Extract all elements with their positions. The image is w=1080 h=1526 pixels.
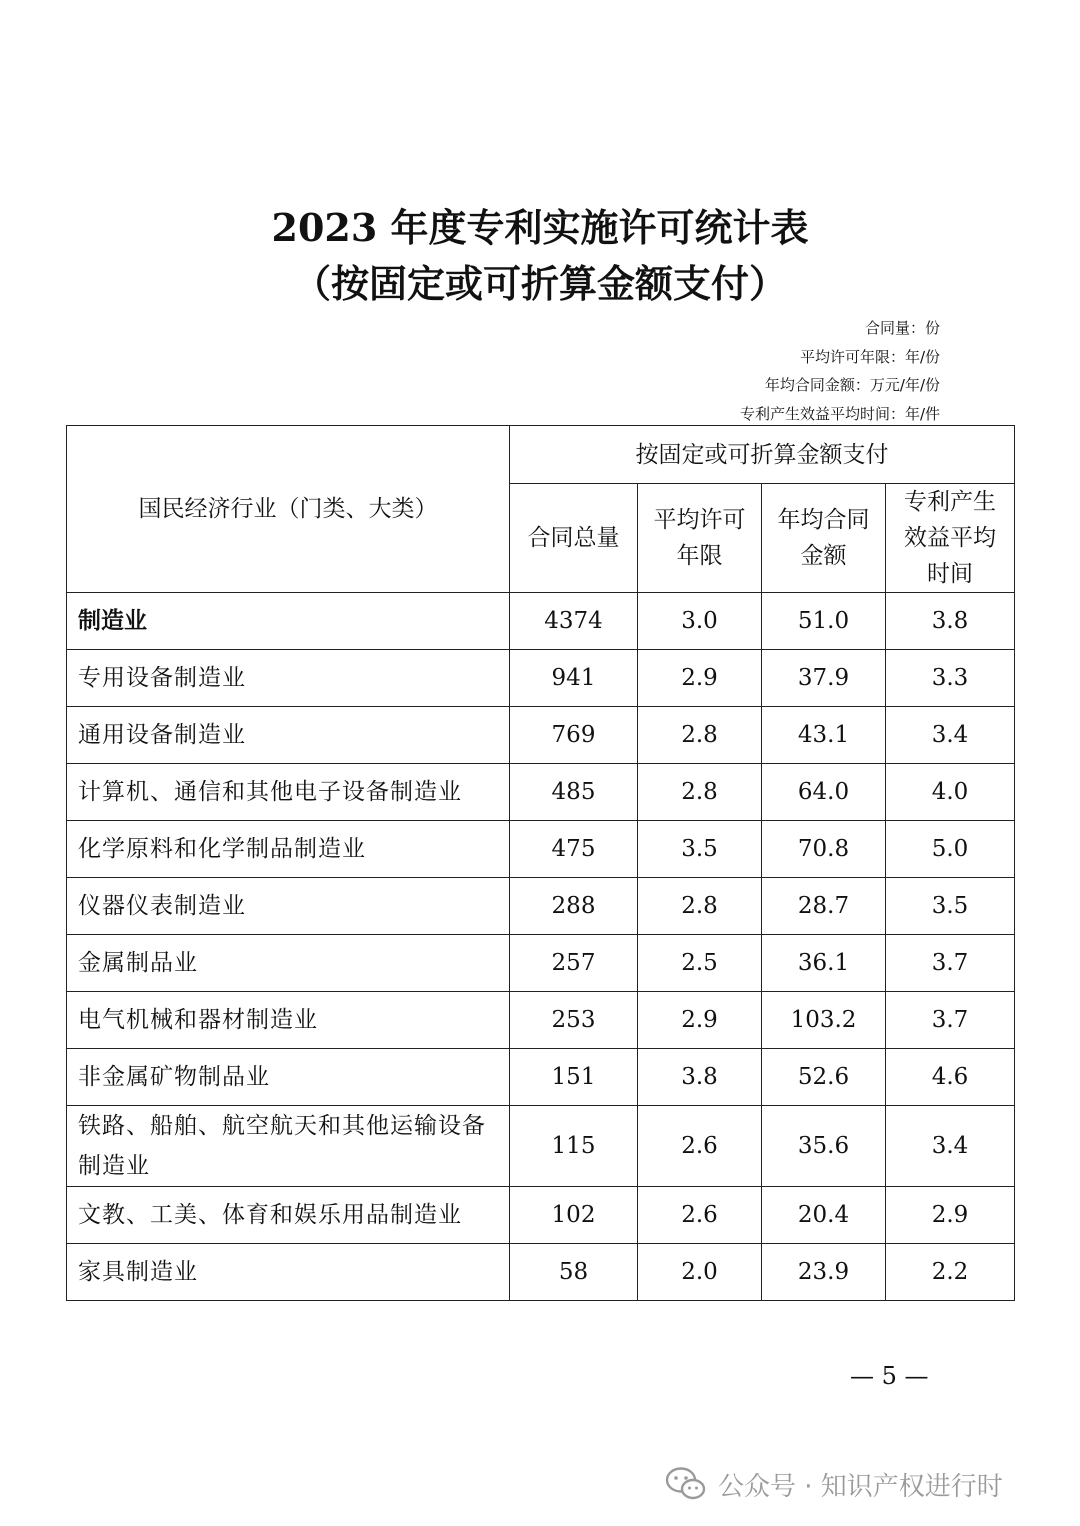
benefit-avg-time: 4.6 bbox=[886, 1049, 1015, 1106]
col-header-benefit-time: 专利产生 效益平均 时间 bbox=[886, 484, 1015, 593]
annual-contract-amount: 37.9 bbox=[762, 650, 886, 707]
annual-contract-amount: 28.7 bbox=[762, 878, 886, 935]
contract-total: 115 bbox=[510, 1106, 638, 1187]
annual-contract-amount: 20.4 bbox=[762, 1187, 886, 1244]
avg-license-years: 2.9 bbox=[638, 650, 762, 707]
unit-benefit-time: 专利产生效益平均时间：年/件 bbox=[739, 404, 940, 423]
annual-contract-amount: 64.0 bbox=[762, 764, 886, 821]
col-header-annual-amount: 年均合同 金额 bbox=[762, 484, 886, 593]
table-row bbox=[67, 1244, 1015, 1301]
page-title: 2023 年度专利实施许可统计表 bbox=[271, 205, 809, 250]
industry-name: 通用设备制造业 bbox=[67, 707, 510, 764]
watermark-text: 公众号 · 知识产权进行时 bbox=[718, 1471, 1003, 1502]
contract-total: 253 bbox=[510, 992, 638, 1049]
title-block bbox=[0, 200, 1080, 312]
avg-license-years: 2.6 bbox=[638, 1187, 762, 1244]
avg-license-years: 2.8 bbox=[638, 764, 762, 821]
contract-total: 475 bbox=[510, 821, 638, 878]
unit-annual-amount: 年均合同金额：万元/年/份 bbox=[764, 376, 940, 394]
benefit-avg-time: 3.5 bbox=[886, 878, 1015, 935]
industry-name: 金属制品业 bbox=[67, 935, 510, 992]
avg-license-years: 3.8 bbox=[638, 1049, 762, 1106]
avg-license-years: 2.8 bbox=[638, 878, 762, 935]
unit-license-years: 平均许可年限：年/份 bbox=[799, 347, 940, 366]
industry-name: 非金属矿物制品业 bbox=[67, 1049, 510, 1106]
units-legend bbox=[740, 314, 940, 428]
col-header-avg-years: 平均许可 年限 bbox=[638, 484, 762, 593]
contract-total: 288 bbox=[510, 878, 638, 935]
table-row bbox=[67, 593, 1015, 650]
contract-total: 485 bbox=[510, 764, 638, 821]
table-row bbox=[67, 1106, 1015, 1187]
industry-name: 仪器仪表制造业 bbox=[67, 878, 510, 935]
industry-name: 化学原料和化学制品制造业 bbox=[67, 821, 510, 878]
avg-license-years: 3.0 bbox=[638, 593, 762, 650]
contract-total: 257 bbox=[510, 935, 638, 992]
annual-contract-amount: 35.6 bbox=[762, 1106, 886, 1187]
benefit-avg-time: 3.7 bbox=[886, 935, 1015, 992]
avg-license-years: 2.8 bbox=[638, 707, 762, 764]
contract-total: 151 bbox=[510, 1049, 638, 1106]
benefit-avg-time: 4.0 bbox=[886, 764, 1015, 821]
contract-total: 58 bbox=[510, 1244, 638, 1301]
contract-total: 941 bbox=[510, 650, 638, 707]
statistics-table bbox=[66, 425, 1015, 1301]
annual-contract-amount: 70.8 bbox=[762, 821, 886, 878]
annual-contract-amount: 51.0 bbox=[762, 593, 886, 650]
industry-name: 电气机械和器材制造业 bbox=[67, 992, 510, 1049]
industry-name: 制造业 bbox=[67, 593, 510, 650]
benefit-avg-time: 3.4 bbox=[886, 1106, 1015, 1187]
avg-license-years: 2.0 bbox=[638, 1244, 762, 1301]
table-row bbox=[67, 992, 1015, 1049]
industry-name: 专用设备制造业 bbox=[67, 650, 510, 707]
col-header-total: 合同总量 bbox=[510, 484, 638, 593]
annual-contract-amount: 23.9 bbox=[762, 1244, 886, 1301]
avg-license-years: 2.9 bbox=[638, 992, 762, 1049]
avg-license-years: 2.6 bbox=[638, 1106, 762, 1187]
industry-name: 家具制造业 bbox=[67, 1244, 510, 1301]
avg-license-years: 2.5 bbox=[638, 935, 762, 992]
benefit-avg-time: 2.9 bbox=[886, 1187, 1015, 1244]
benefit-avg-time: 3.4 bbox=[886, 707, 1015, 764]
benefit-avg-time: 3.3 bbox=[886, 650, 1015, 707]
benefit-avg-time: 2.2 bbox=[886, 1244, 1015, 1301]
avg-license-years: 3.5 bbox=[638, 821, 762, 878]
annual-contract-amount: 43.1 bbox=[762, 707, 886, 764]
group-header: 按固定或可折算金额支付 bbox=[510, 426, 1015, 484]
benefit-avg-time: 3.8 bbox=[886, 593, 1015, 650]
table-row bbox=[67, 935, 1015, 992]
industry-name: 铁路、船舶、航空航天和其他运输设备制造业 bbox=[67, 1106, 510, 1187]
wechat-icon bbox=[666, 1467, 706, 1501]
page-number: — 5 — bbox=[850, 1362, 929, 1390]
unit-contract-count: 合同量：份 bbox=[864, 319, 940, 337]
benefit-avg-time: 3.7 bbox=[886, 992, 1015, 1049]
annual-contract-amount: 103.2 bbox=[762, 992, 886, 1049]
contract-total: 102 bbox=[510, 1187, 638, 1244]
annual-contract-amount: 36.1 bbox=[762, 935, 886, 992]
table-row bbox=[67, 1187, 1015, 1244]
table-row bbox=[67, 650, 1015, 707]
page-subtitle: （按固定或可折算金额支付） bbox=[292, 261, 787, 306]
table-row bbox=[67, 707, 1015, 764]
industry-header: 国民经济行业（门类、大类） bbox=[67, 426, 510, 593]
benefit-avg-time: 5.0 bbox=[886, 821, 1015, 878]
table-row bbox=[67, 821, 1015, 878]
industry-name: 文教、工美、体育和娱乐用品制造业 bbox=[67, 1187, 510, 1244]
watermark bbox=[666, 1460, 1003, 1508]
annual-contract-amount: 52.6 bbox=[762, 1049, 886, 1106]
industry-name: 计算机、通信和其他电子设备制造业 bbox=[67, 764, 510, 821]
contract-total: 4374 bbox=[510, 593, 638, 650]
table-row bbox=[67, 1049, 1015, 1106]
table-row bbox=[67, 878, 1015, 935]
table-row bbox=[67, 764, 1015, 821]
contract-total: 769 bbox=[510, 707, 638, 764]
